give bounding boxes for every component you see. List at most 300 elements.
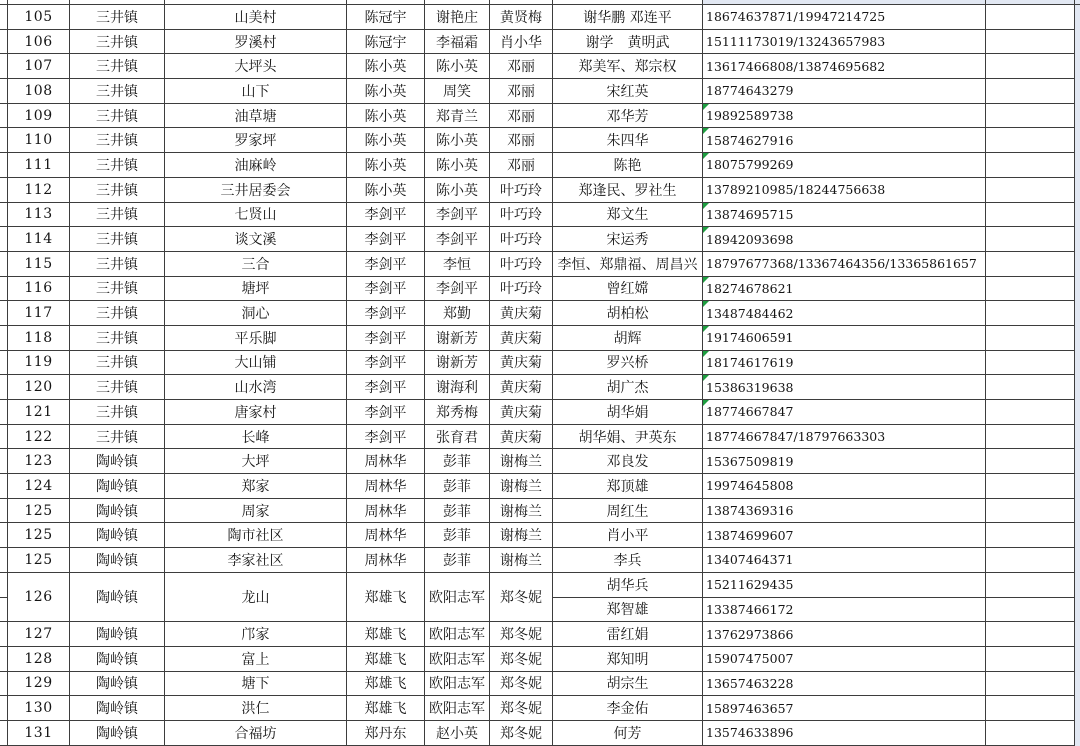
name1-cell[interactable]: 陈小英: [347, 178, 425, 203]
village-cell[interactable]: 郑家: [165, 474, 347, 499]
row-index-cell[interactable]: 125: [8, 548, 70, 573]
village-cell[interactable]: 长峰: [165, 425, 347, 450]
name2-cell[interactable]: 李福霜: [425, 30, 490, 55]
village-cell[interactable]: 大坪: [165, 449, 347, 474]
name3-cell[interactable]: 黄庆菊: [490, 400, 553, 425]
town-cell[interactable]: 陶岭镇: [70, 622, 165, 647]
number-stored-as-text-indicator-icon: [703, 203, 709, 209]
village-cell[interactable]: 七贤山: [165, 203, 347, 228]
town-cell[interactable]: 三井镇: [70, 79, 165, 104]
contact-cell[interactable]: 肖小平: [553, 523, 703, 548]
town-cell[interactable]: 陶岭镇: [70, 672, 165, 697]
town-cell[interactable]: 三井镇: [70, 30, 165, 55]
town-cell[interactable]: 三井镇: [70, 178, 165, 203]
name1-cell[interactable]: 周林华: [347, 523, 425, 548]
name1-cell[interactable]: 郑雄飞: [347, 573, 425, 622]
contact-cell[interactable]: 罗兴桥: [553, 351, 703, 376]
name1-cell[interactable]: 陈小英: [347, 54, 425, 79]
village-cell[interactable]: 洞心: [165, 301, 347, 326]
phone-cell[interactable]: 18797677368/13367464356/13365861657: [703, 252, 986, 277]
phone-cell[interactable]: 18774667847/18797663303: [703, 425, 986, 450]
contact-cell[interactable]: 郑美军、郑宗权: [553, 54, 703, 79]
village-cell[interactable]: 油麻岭: [165, 153, 347, 178]
cropped-column-fragment: [0, 54, 8, 79]
empty-cell[interactable]: [986, 351, 1075, 376]
name3-cell[interactable]: 叶巧玲: [490, 178, 553, 203]
name2-cell[interactable]: 欧阳志军: [425, 696, 490, 721]
phone-cell[interactable]: 15211629435: [703, 573, 986, 598]
name3-cell[interactable]: 邓丽: [490, 104, 553, 129]
town-cell[interactable]: 三井镇: [70, 104, 165, 129]
name1-cell[interactable]: 郑丹东: [347, 721, 425, 746]
contact-cell[interactable]: 胡广杰: [553, 375, 703, 400]
name2-cell[interactable]: 李剑平: [425, 203, 490, 228]
phone-cell[interactable]: 19174606591: [703, 326, 986, 351]
name2-cell[interactable]: 郑秀梅: [425, 400, 490, 425]
empty-cell[interactable]: [986, 153, 1075, 178]
town-cell[interactable]: 陶岭镇: [70, 499, 165, 524]
empty-cell[interactable]: [986, 5, 1075, 30]
contact-cell[interactable]: 胡辉: [553, 326, 703, 351]
cropped-column-fragment: [0, 647, 8, 672]
name2-cell[interactable]: 彭菲: [425, 449, 490, 474]
phone-cell[interactable]: 15874627916: [703, 128, 986, 153]
town-cell[interactable]: 陶岭镇: [70, 721, 165, 746]
name2-cell[interactable]: 欧阳志军: [425, 573, 490, 622]
town-cell[interactable]: 三井镇: [70, 54, 165, 79]
phone-cell[interactable]: 18174617619: [703, 351, 986, 376]
town-cell[interactable]: 三井镇: [70, 5, 165, 30]
name3-cell[interactable]: 肖小华: [490, 30, 553, 55]
town-cell[interactable]: 三井镇: [70, 351, 165, 376]
cropped-column-fragment: [0, 326, 8, 351]
contact-cell[interactable]: 郑文生: [553, 203, 703, 228]
cropped-column-fragment: [0, 425, 8, 450]
row-index-cell[interactable]: 125: [8, 499, 70, 524]
village-cell[interactable]: 龙山: [165, 573, 347, 622]
phone-cell[interactable]: 18774643279: [703, 79, 986, 104]
contact-cell[interactable]: 胡华兵: [553, 573, 703, 598]
name1-cell[interactable]: 李剑平: [347, 277, 425, 302]
cropped-column-fragment: [0, 548, 8, 573]
row-index-cell[interactable]: 121: [8, 400, 70, 425]
phone-cell[interactable]: 15907475007: [703, 647, 986, 672]
phone-cell[interactable]: 13617466808/13874695682: [703, 54, 986, 79]
town-cell[interactable]: 陶岭镇: [70, 449, 165, 474]
empty-cell[interactable]: [986, 277, 1075, 302]
name3-cell[interactable]: 叶巧玲: [490, 277, 553, 302]
row-index-cell[interactable]: 124: [8, 474, 70, 499]
name2-cell[interactable]: 陈小英: [425, 128, 490, 153]
name3-cell[interactable]: 叶巧玲: [490, 203, 553, 228]
phone-cell[interactable]: 13874695715: [703, 203, 986, 228]
row-index-cell[interactable]: 131: [8, 721, 70, 746]
phone-cell[interactable]: 15386319638: [703, 375, 986, 400]
number-stored-as-text-indicator-icon: [703, 326, 709, 332]
name3-cell[interactable]: 黄庆菊: [490, 425, 553, 450]
empty-cell[interactable]: [986, 301, 1075, 326]
town-cell[interactable]: 陶岭镇: [70, 573, 165, 622]
row-index-cell[interactable]: 111: [8, 153, 70, 178]
name2-cell[interactable]: 彭菲: [425, 548, 490, 573]
name3-cell[interactable]: 邓丽: [490, 54, 553, 79]
phone-cell[interactable]: 13789210985/18244756638: [703, 178, 986, 203]
row-index-cell[interactable]: 120: [8, 375, 70, 400]
contact-cell[interactable]: 胡华娟: [553, 400, 703, 425]
phone-cell[interactable]: 18774667847: [703, 400, 986, 425]
empty-cell[interactable]: [986, 79, 1075, 104]
cropped-column-fragment: [0, 573, 8, 598]
name3-cell[interactable]: 黄贤梅: [490, 5, 553, 30]
row-index-cell[interactable]: 105: [8, 5, 70, 30]
village-cell[interactable]: 合福坊: [165, 721, 347, 746]
name3-cell[interactable]: 郑冬妮: [490, 721, 553, 746]
number-stored-as-text-indicator-icon: [703, 227, 709, 233]
row-index-cell[interactable]: 114: [8, 227, 70, 252]
row-index-cell[interactable]: 127: [8, 622, 70, 647]
cropped-column-fragment: [1075, 696, 1080, 721]
town-cell[interactable]: 三井镇: [70, 153, 165, 178]
row-index-cell[interactable]: 125: [8, 523, 70, 548]
empty-cell[interactable]: [986, 400, 1075, 425]
empty-cell[interactable]: [986, 227, 1075, 252]
contact-cell[interactable]: 邓华芳: [553, 104, 703, 129]
phone-cell[interactable]: 18674637871/19947214725: [703, 5, 986, 30]
name1-cell[interactable]: 李剑平: [347, 301, 425, 326]
name1-cell[interactable]: 郑雄飞: [347, 622, 425, 647]
name1-cell[interactable]: 李剑平: [347, 351, 425, 376]
cropped-column-fragment: [1075, 425, 1080, 450]
phone-cell[interactable]: 18274678621: [703, 277, 986, 302]
name1-cell[interactable]: 周林华: [347, 499, 425, 524]
contact-cell[interactable]: 胡柏松: [553, 301, 703, 326]
cropped-column-fragment: [1075, 375, 1080, 400]
name3-cell[interactable]: 黄庆菊: [490, 351, 553, 376]
name1-cell[interactable]: 陈小英: [347, 79, 425, 104]
name1-cell[interactable]: 郑雄飞: [347, 696, 425, 721]
name1-cell[interactable]: 周林华: [347, 449, 425, 474]
village-cell[interactable]: 塘坪: [165, 277, 347, 302]
empty-cell[interactable]: [986, 598, 1075, 623]
village-cell[interactable]: 大坪头: [165, 54, 347, 79]
cropped-column-fragment: [1075, 128, 1080, 153]
village-cell[interactable]: 唐家村: [165, 400, 347, 425]
village-cell[interactable]: 山美村: [165, 5, 347, 30]
phone-cell[interactable]: 13762973866: [703, 622, 986, 647]
name1-cell[interactable]: 陈小英: [347, 104, 425, 129]
cropped-column-fragment: [0, 474, 8, 499]
name1-cell[interactable]: 周林华: [347, 474, 425, 499]
village-cell[interactable]: 山下: [165, 79, 347, 104]
name3-cell[interactable]: 郑冬妮: [490, 622, 553, 647]
cropped-column-fragment: [0, 523, 8, 548]
name1-cell[interactable]: 陈小英: [347, 128, 425, 153]
row-index-cell[interactable]: 108: [8, 79, 70, 104]
name2-cell[interactable]: 陈小英: [425, 54, 490, 79]
village-cell[interactable]: 大山铺: [165, 351, 347, 376]
name3-cell[interactable]: 谢梅兰: [490, 523, 553, 548]
name1-cell[interactable]: 陈小英: [347, 153, 425, 178]
name3-cell[interactable]: 邓丽: [490, 79, 553, 104]
row-index-cell[interactable]: 113: [8, 203, 70, 228]
town-cell[interactable]: 陶岭镇: [70, 523, 165, 548]
contact-cell[interactable]: 郑知明: [553, 647, 703, 672]
town-cell[interactable]: 三井镇: [70, 252, 165, 277]
empty-cell[interactable]: [986, 721, 1075, 746]
phone-cell[interactable]: 15111173019/13243657983: [703, 30, 986, 55]
name2-cell[interactable]: 周笑: [425, 79, 490, 104]
name3-cell[interactable]: 谢梅兰: [490, 548, 553, 573]
contact-cell[interactable]: 朱四华: [553, 128, 703, 153]
name2-cell[interactable]: 彭菲: [425, 499, 490, 524]
village-cell[interactable]: 三合: [165, 252, 347, 277]
contact-cell[interactable]: 邓良发: [553, 449, 703, 474]
contact-cell[interactable]: 谢学 黄明武: [553, 30, 703, 55]
row-index-cell[interactable]: 107: [8, 54, 70, 79]
name1-cell[interactable]: 李剑平: [347, 252, 425, 277]
number-stored-as-text-indicator-icon: [703, 400, 709, 406]
contact-cell[interactable]: 胡华娟、尹英东: [553, 425, 703, 450]
name1-cell[interactable]: 李剑平: [347, 227, 425, 252]
phone-cell[interactable]: 19892589738: [703, 104, 986, 129]
phone-cell[interactable]: 13487484462: [703, 301, 986, 326]
empty-cell[interactable]: [986, 203, 1075, 228]
name3-cell[interactable]: 邓丽: [490, 153, 553, 178]
name1-cell[interactable]: 郑雄飞: [347, 672, 425, 697]
village-cell[interactable]: 平乐脚: [165, 326, 347, 351]
name1-cell[interactable]: 陈冠宇: [347, 5, 425, 30]
cropped-column-fragment: [0, 622, 8, 647]
village-cell[interactable]: 李家社区: [165, 548, 347, 573]
village-cell[interactable]: 陶市社区: [165, 523, 347, 548]
name2-cell[interactable]: 彭菲: [425, 474, 490, 499]
empty-cell[interactable]: [986, 474, 1075, 499]
cropped-column-fragment: [0, 696, 8, 721]
cropped-column-fragment: [1075, 5, 1080, 30]
name2-cell[interactable]: 谢艳庄: [425, 5, 490, 30]
village-cell[interactable]: 洪仁: [165, 696, 347, 721]
town-cell[interactable]: 三井镇: [70, 326, 165, 351]
empty-cell[interactable]: [986, 375, 1075, 400]
cropped-column-fragment: [1075, 326, 1080, 351]
cropped-column-fragment: [1075, 548, 1080, 573]
contact-cell[interactable]: 郑顶雄: [553, 474, 703, 499]
name2-cell[interactable]: 李恒: [425, 252, 490, 277]
town-cell[interactable]: 陶岭镇: [70, 647, 165, 672]
contact-cell[interactable]: 李兵: [553, 548, 703, 573]
row-index-cell[interactable]: 109: [8, 104, 70, 129]
contact-cell[interactable]: 曾红嫦: [553, 277, 703, 302]
name1-cell[interactable]: 郑雄飞: [347, 647, 425, 672]
town-cell[interactable]: 三井镇: [70, 425, 165, 450]
empty-cell[interactable]: [986, 573, 1075, 598]
name2-cell[interactable]: 赵小英: [425, 721, 490, 746]
village-cell[interactable]: 油草塘: [165, 104, 347, 129]
name1-cell[interactable]: 李剑平: [347, 425, 425, 450]
empty-cell[interactable]: [986, 104, 1075, 129]
cropped-column-fragment: [1075, 672, 1080, 697]
contact-cell[interactable]: 周红生: [553, 499, 703, 524]
phone-cell[interactable]: 13574633896: [703, 721, 986, 746]
empty-cell[interactable]: [986, 128, 1075, 153]
name3-cell[interactable]: 黄庆菊: [490, 326, 553, 351]
cropped-column-fragment: [0, 203, 8, 228]
contact-cell[interactable]: 郑智雄: [553, 598, 703, 623]
name3-cell[interactable]: 郑冬妮: [490, 696, 553, 721]
town-cell[interactable]: 三井镇: [70, 375, 165, 400]
name3-cell[interactable]: 郑冬妮: [490, 573, 553, 622]
contact-cell[interactable]: 宋运秀: [553, 227, 703, 252]
name2-cell[interactable]: 谢新芳: [425, 326, 490, 351]
name2-cell[interactable]: 陈小英: [425, 178, 490, 203]
empty-cell[interactable]: [986, 548, 1075, 573]
row-index-cell[interactable]: 129: [8, 672, 70, 697]
name2-cell[interactable]: 欧阳志军: [425, 647, 490, 672]
phone-cell[interactable]: 13407464371: [703, 548, 986, 573]
village-cell[interactable]: 罗溪村: [165, 30, 347, 55]
village-cell[interactable]: 邝家: [165, 622, 347, 647]
phone-cell[interactable]: 15897463657: [703, 696, 986, 721]
row-index-cell[interactable]: 130: [8, 696, 70, 721]
name3-cell[interactable]: 黄庆菊: [490, 301, 553, 326]
cropped-column-fragment: [1075, 153, 1080, 178]
row-index-cell[interactable]: 126: [8, 573, 70, 622]
village-cell[interactable]: 周家: [165, 499, 347, 524]
name1-cell[interactable]: 李剑平: [347, 203, 425, 228]
name1-cell[interactable]: 周林华: [347, 548, 425, 573]
cropped-column-fragment: [0, 721, 8, 746]
empty-cell[interactable]: [986, 672, 1075, 697]
village-cell[interactable]: 山水湾: [165, 375, 347, 400]
empty-cell[interactable]: [986, 30, 1075, 55]
village-cell[interactable]: 富上: [165, 647, 347, 672]
row-index-cell[interactable]: 115: [8, 252, 70, 277]
name3-cell[interactable]: 黄庆菊: [490, 375, 553, 400]
contact-cell[interactable]: 谢华鹏 邓连平: [553, 5, 703, 30]
empty-cell[interactable]: [986, 178, 1075, 203]
name3-cell[interactable]: 谢梅兰: [490, 499, 553, 524]
empty-cell[interactable]: [986, 425, 1075, 450]
name2-cell[interactable]: 谢海利: [425, 375, 490, 400]
name3-cell[interactable]: 谢梅兰: [490, 449, 553, 474]
phone-cell[interactable]: 15367509819: [703, 449, 986, 474]
village-cell[interactable]: 三井居委会: [165, 178, 347, 203]
phone-cell[interactable]: 13874369316: [703, 499, 986, 524]
name3-cell[interactable]: 邓丽: [490, 128, 553, 153]
name1-cell[interactable]: 李剑平: [347, 400, 425, 425]
town-cell[interactable]: 三井镇: [70, 227, 165, 252]
town-cell[interactable]: 陶岭镇: [70, 474, 165, 499]
name2-cell[interactable]: 欧阳志军: [425, 672, 490, 697]
cropped-column-fragment: [0, 128, 8, 153]
cropped-column-fragment: [0, 5, 8, 30]
contact-cell[interactable]: 李金佑: [553, 696, 703, 721]
row-index-cell[interactable]: 117: [8, 301, 70, 326]
contact-cell[interactable]: 郑逢民、罗社生: [553, 178, 703, 203]
row-index-cell[interactable]: 110: [8, 128, 70, 153]
phone-cell[interactable]: 18942093698: [703, 227, 986, 252]
village-cell[interactable]: 罗家坪: [165, 128, 347, 153]
row-index-cell[interactable]: 116: [8, 277, 70, 302]
name3-cell[interactable]: 郑冬妮: [490, 647, 553, 672]
empty-cell[interactable]: [986, 647, 1075, 672]
row-index-cell[interactable]: 112: [8, 178, 70, 203]
cropped-column-fragment: [1075, 54, 1080, 79]
village-cell[interactable]: 塘下: [165, 672, 347, 697]
contact-cell[interactable]: 宋红英: [553, 79, 703, 104]
town-cell[interactable]: 三井镇: [70, 301, 165, 326]
empty-cell[interactable]: [986, 696, 1075, 721]
name2-cell[interactable]: 陈小英: [425, 153, 490, 178]
name2-cell[interactable]: 郑青兰: [425, 104, 490, 129]
phone-cell[interactable]: 18075799269: [703, 153, 986, 178]
row-index-cell[interactable]: 122: [8, 425, 70, 450]
name2-cell[interactable]: 郑勤: [425, 301, 490, 326]
empty-cell[interactable]: [986, 252, 1075, 277]
cropped-column-fragment: [0, 351, 8, 376]
empty-cell[interactable]: [986, 499, 1075, 524]
row-index-cell[interactable]: 118: [8, 326, 70, 351]
cropped-column-fragment: [1075, 79, 1080, 104]
contact-cell[interactable]: 李恒、郑鼎福、周昌兴: [553, 252, 703, 277]
name3-cell[interactable]: 郑冬妮: [490, 672, 553, 697]
empty-cell[interactable]: [986, 54, 1075, 79]
row-index-cell[interactable]: 119: [8, 351, 70, 376]
phone-cell[interactable]: 19974645808: [703, 474, 986, 499]
empty-cell[interactable]: [986, 622, 1075, 647]
name2-cell[interactable]: 彭菲: [425, 523, 490, 548]
name2-cell[interactable]: 李剑平: [425, 227, 490, 252]
name2-cell[interactable]: 谢新芳: [425, 351, 490, 376]
town-cell[interactable]: 陶岭镇: [70, 696, 165, 721]
town-cell[interactable]: 三井镇: [70, 203, 165, 228]
name2-cell[interactable]: 欧阳志军: [425, 622, 490, 647]
phone-cell[interactable]: 13657463228: [703, 672, 986, 697]
village-cell[interactable]: 谈文溪: [165, 227, 347, 252]
name3-cell[interactable]: 谢梅兰: [490, 474, 553, 499]
town-cell[interactable]: 陶岭镇: [70, 548, 165, 573]
cropped-column-fragment: [1075, 252, 1080, 277]
cropped-column-fragment: [1075, 598, 1080, 623]
number-stored-as-text-indicator-icon: [703, 104, 709, 110]
phone-cell[interactable]: 13874699607: [703, 523, 986, 548]
contact-cell[interactable]: 胡宗生: [553, 672, 703, 697]
name2-cell[interactable]: 张育君: [425, 425, 490, 450]
row-index-cell[interactable]: 128: [8, 647, 70, 672]
number-stored-as-text-indicator-icon: [703, 351, 709, 357]
name2-cell[interactable]: 李剑平: [425, 277, 490, 302]
contact-cell[interactable]: 陈艳: [553, 153, 703, 178]
cropped-column-fragment: [0, 252, 8, 277]
name1-cell[interactable]: 李剑平: [347, 326, 425, 351]
empty-cell[interactable]: [986, 523, 1075, 548]
name1-cell[interactable]: 李剑平: [347, 375, 425, 400]
name1-cell[interactable]: 陈冠宇: [347, 30, 425, 55]
phone-cell[interactable]: 13387466172: [703, 598, 986, 623]
name3-cell[interactable]: 叶巧玲: [490, 227, 553, 252]
contact-cell[interactable]: 何芳: [553, 721, 703, 746]
town-cell[interactable]: 三井镇: [70, 128, 165, 153]
town-cell[interactable]: 三井镇: [70, 277, 165, 302]
cropped-column-fragment: [0, 400, 8, 425]
row-index-cell[interactable]: 123: [8, 449, 70, 474]
contact-cell[interactable]: 雷红娟: [553, 622, 703, 647]
town-cell[interactable]: 三井镇: [70, 400, 165, 425]
row-index-cell[interactable]: 106: [8, 30, 70, 55]
empty-cell[interactable]: [986, 449, 1075, 474]
empty-cell[interactable]: [986, 326, 1075, 351]
name3-cell[interactable]: 叶巧玲: [490, 252, 553, 277]
